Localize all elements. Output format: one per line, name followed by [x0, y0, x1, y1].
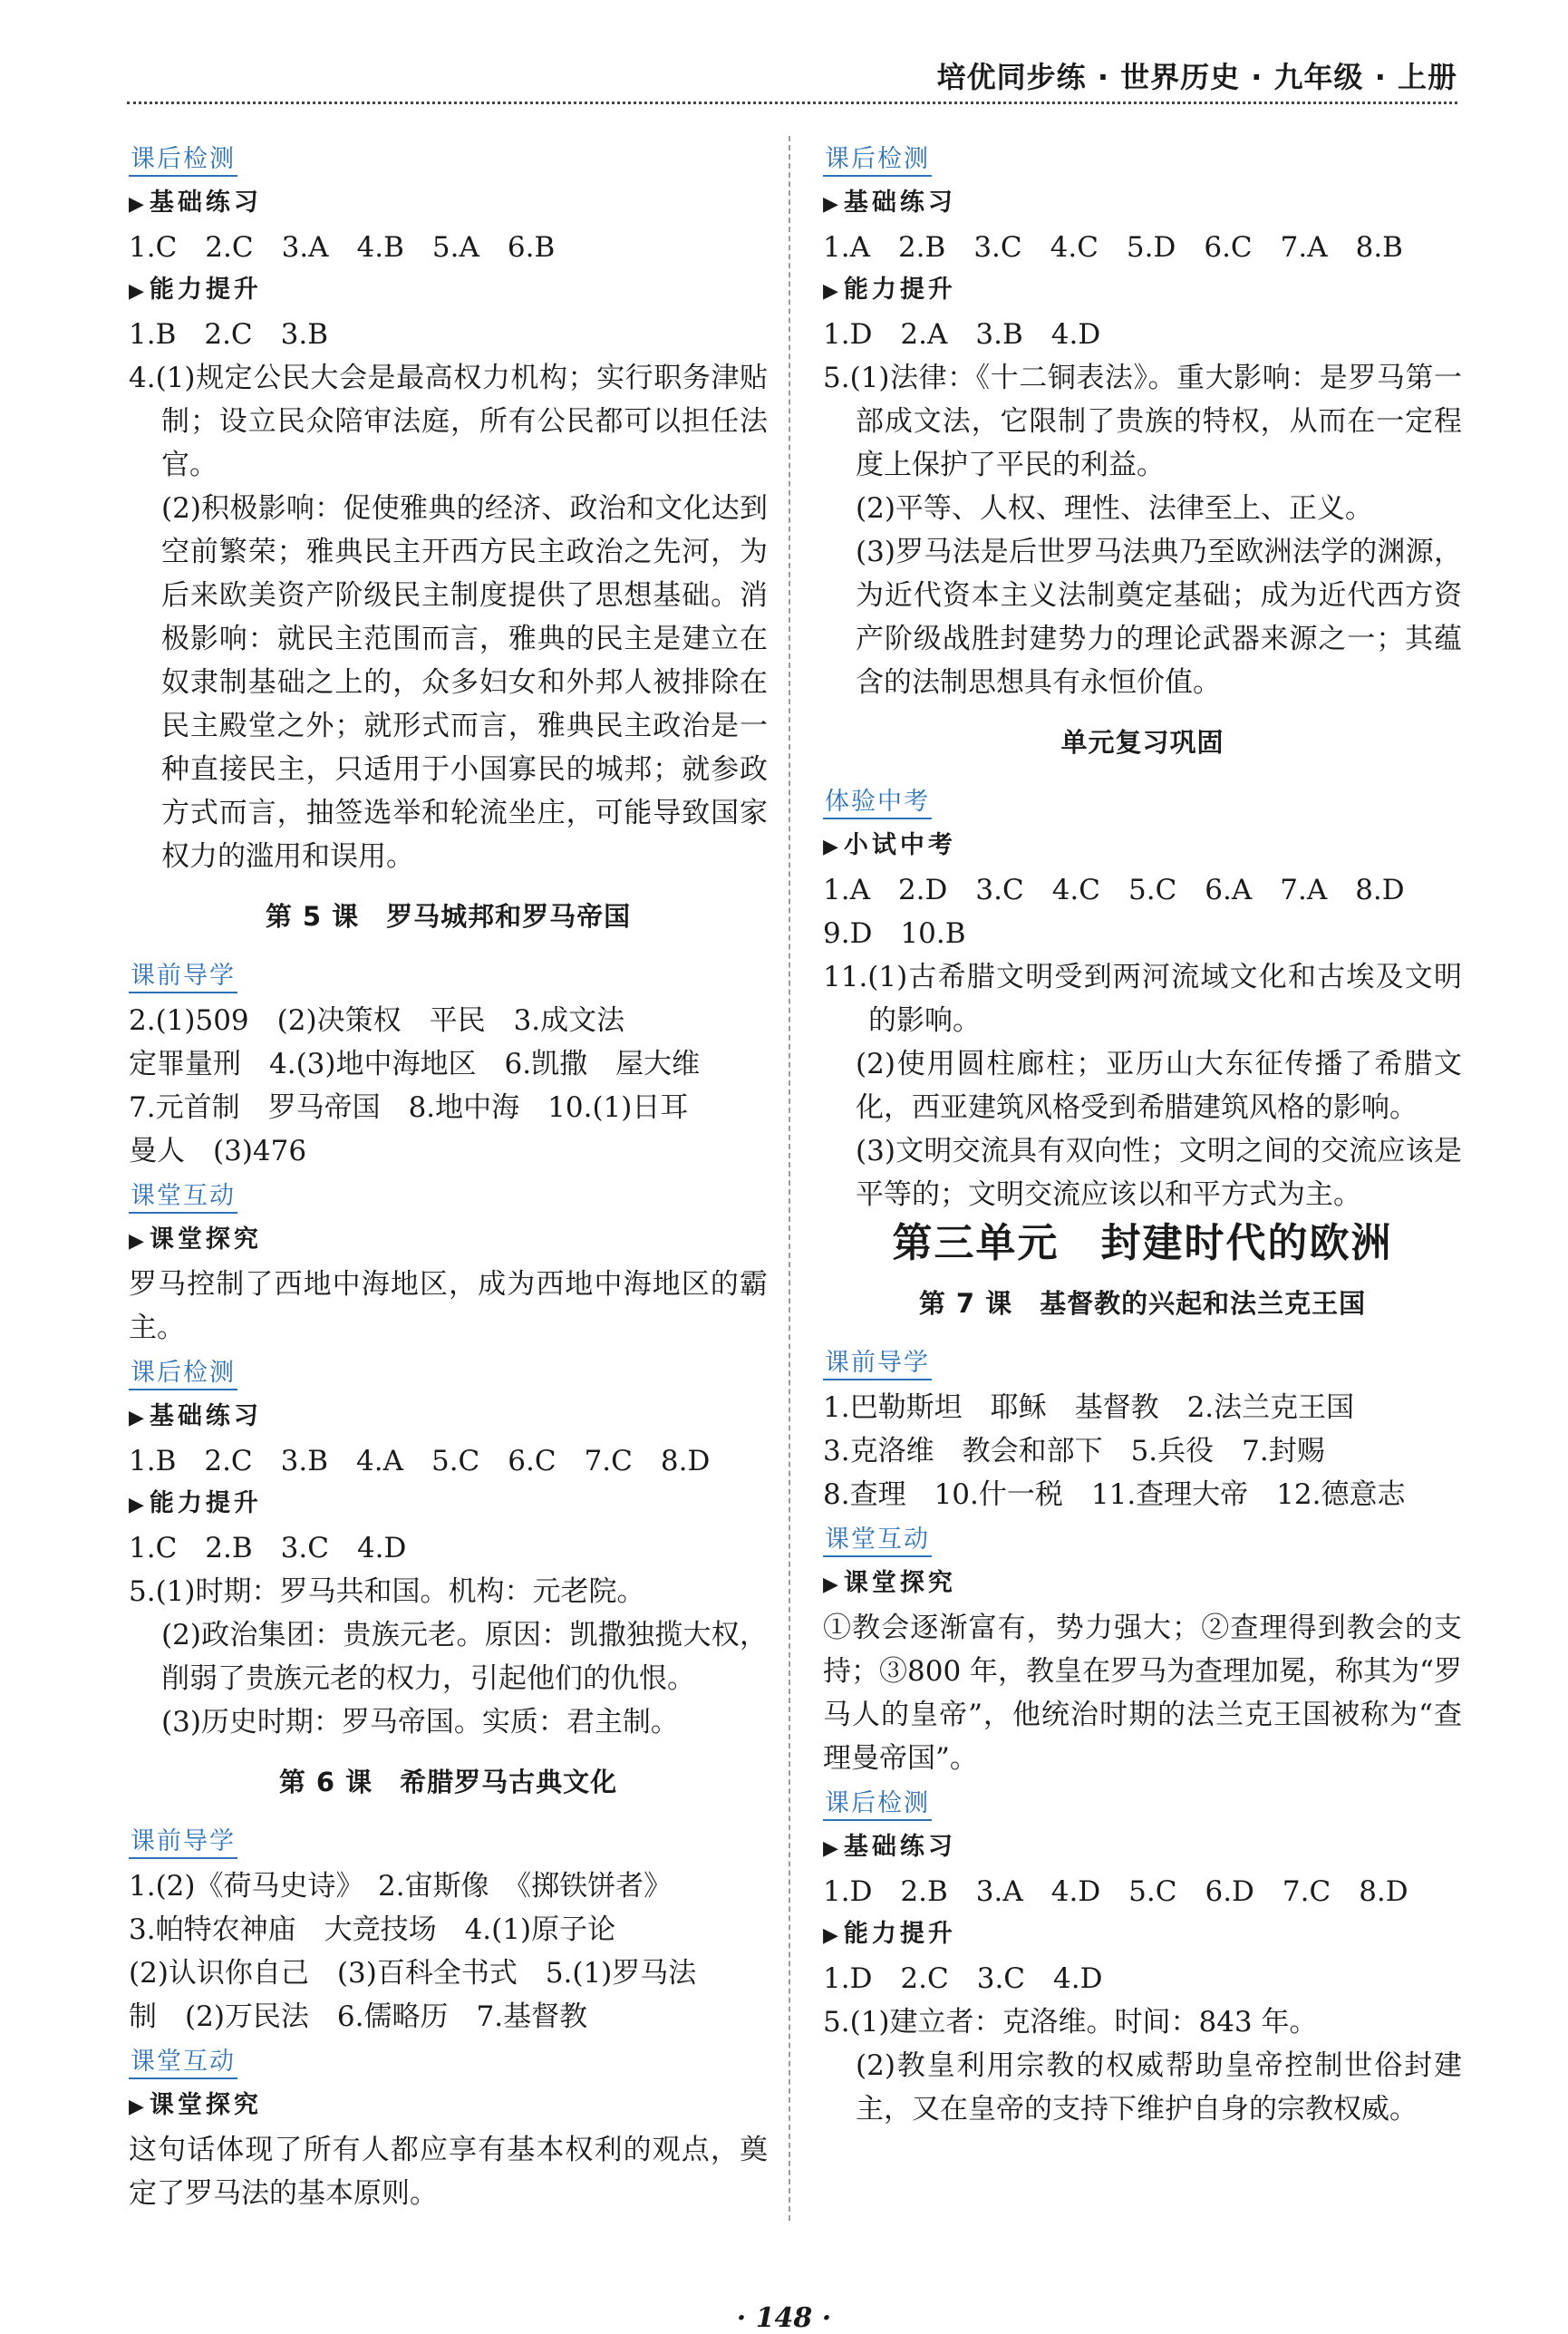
- lesson-title-6: 第 6 课 希腊罗马古典文化: [278, 1767, 618, 1797]
- right-column: [823, 136, 1462, 2131]
- answer-line: 制 (2)万民法 6.儒略历 7.基督教: [129, 2000, 588, 2033]
- subsection-basic-practice: ▶ 基础练习: [129, 1402, 262, 1430]
- triangle-icon: ▶: [129, 280, 144, 303]
- page-number: 148: [755, 2302, 813, 2334]
- triangle-icon: ▶: [129, 193, 144, 216]
- section-tag-after-class: 课后检测: [129, 144, 237, 177]
- subsection-ability: ▶ 能力提升: [823, 1920, 956, 1948]
- answer-line: 1.A 2.D 3.C 4.C 5.C 6.A 7.A 8.D: [823, 874, 1405, 906]
- answer-paragraph: 4.(1)规定公民大会是最高权力机构；实行职务津贴制；设立民众陪审法庭，所有公民都可以担任法官。: [129, 362, 768, 481]
- subsection-explore: ▶ 课堂探究: [129, 1225, 262, 1254]
- subsection-mini-exam: ▶ 小试中考: [823, 831, 956, 859]
- section-tag-pre-class: 课前导学: [129, 1826, 237, 1859]
- triangle-icon: ▶: [823, 1924, 838, 1947]
- subsection-ability: ▶ 能力提升: [129, 276, 262, 304]
- answer-line: 1.B 2.C 3.B: [129, 318, 329, 351]
- unit-title: 第三单元 封建时代的欧洲: [892, 1220, 1393, 1266]
- answer-line: (2)认识你自己 (3)百科全书式 5.(1)罗马法: [129, 1957, 697, 1990]
- triangle-icon: ▶: [823, 280, 838, 303]
- answer-line: 1.D 2.C 3.C 4.D: [823, 1962, 1103, 1995]
- answer-paragraph: 罗马控制了西地中海地区，成为西地中海地区的霸主。: [129, 1268, 768, 1344]
- answer-line: 3.帕特农神庙 大竞技场 4.(1)原子论: [129, 1913, 616, 1946]
- subsection-basic-practice: ▶ 基础练习: [129, 189, 262, 217]
- review-title: 单元复习巩固: [1060, 727, 1224, 758]
- subsection-explore: ▶ 课堂探究: [823, 1569, 956, 1597]
- answer-line: 1.D 2.B 3.A 4.D 5.C 6.D 7.C 8.D: [823, 1875, 1408, 1908]
- subsection-basic-practice: ▶ 基础练习: [823, 189, 956, 217]
- answer-paragraph: 11.(1)古希腊文明受到两河流域文化和古埃及文明的影响。: [823, 961, 1462, 1037]
- triangle-icon: ▶: [823, 193, 838, 216]
- left-column: [129, 136, 768, 2215]
- answer-paragraph: (2)使用圆柱廊柱；亚历山大东征传播了希腊文化，西亚建筑风格受到希腊建筑风格的影响。: [856, 1048, 1462, 1124]
- answer-line: 1.B 2.C 3.B 4.A 5.C 6.C 7.C 8.D: [129, 1445, 711, 1477]
- answer-line: 2.(1)509 (2)决策权 平民 3.成文法: [129, 1004, 625, 1037]
- answer-paragraph: (3)历史时期：罗马帝国。实质：君主制。: [161, 1706, 679, 1738]
- section-tag-after-class: 课后检测: [823, 1788, 932, 1821]
- lesson-title-7: 第 7 课 基督教的兴起和法兰克王国: [918, 1288, 1367, 1319]
- page-footer: [0, 2302, 1568, 2334]
- answer-line: 1.(2)《荷马史诗》 2.宙斯像 《掷铁饼者》: [129, 1870, 673, 1903]
- answer-line: 定罪量刑 4.(3)地中海地区 6.凯撒 屋大维: [129, 1048, 701, 1080]
- answer-line: 8.查理 10.什一税 11.查理大帝 12.德意志: [823, 1478, 1406, 1511]
- triangle-icon: ▶: [823, 1574, 838, 1596]
- answer-line: 1.A 2.B 3.C 4.C 5.D 6.C 7.A 8.B: [823, 231, 1403, 264]
- section-tag-in-class: 课堂互动: [129, 2047, 237, 2079]
- answer-paragraph: ①教会逐渐富有，势力强大；②查理得到教会的支持；③800 年，教皇在罗马为查理加冕，称其为“罗马人的皇帝”，他统治时期的法兰克王国被称为“查理曼帝国”。: [823, 1612, 1462, 1775]
- answer-paragraph: (2)政治集团：贵族元老。原因：凯撒独揽大权，削弱了贵族元老的权力，引起他们的仇恨。: [161, 1619, 768, 1695]
- answer-line: 3.克洛维 教会和部下 5.兵役 7.封赐: [823, 1435, 1325, 1467]
- answer-paragraph: (2)积极影响：促使雅典的经济、政治和文化达到空前繁荣；雅典民主开西方民主政治之先河，为后来欧美资产阶级民主制度提供了思想基础。消极影响：就民主范围而言，雅典的民主是建立在奴隶制基础之上的，众多妇女和外邦人被排除在民主殿堂之外；就形式而言，雅典民主政治是一种直接民主，只适用于小国寡民的城邦；就参政方式而言，抽签选举和轮流坐庄，可能导致国家权力的滥用和误用。: [161, 492, 768, 873]
- triangle-icon: ▶: [823, 1837, 838, 1860]
- page-header: [127, 47, 1457, 104]
- triangle-icon: ▶: [823, 836, 838, 858]
- subsection-basic-practice: ▶ 基础练习: [823, 1833, 956, 1861]
- answer-line: 1.C 2.C 3.A 4.B 5.A 6.B: [129, 231, 556, 264]
- answer-paragraph: (3)罗马法是后世罗马法典乃至欧洲法学的渊源，为近代资本主义法制奠定基础；成为近代西方资产阶级战胜封建势力的理论武器来源之一；其蕴含的法制思想具有永恒价值。: [856, 536, 1462, 699]
- answer-paragraph: 5.(1)时期：罗马共和国。机构：元老院。: [129, 1575, 645, 1608]
- answer-paragraph: 5.(1)法律：《十二铜表法》。重大影响：是罗马第一部成文法，它限制了贵族的特权，从而在一定程度上保护了平民的利益。: [823, 362, 1462, 481]
- column-divider: [789, 136, 790, 2221]
- dot-decoration: ·: [736, 2302, 747, 2334]
- answer-paragraph: (2)教皇利用宗教的权威帮助皇帝控制世俗封建主，又在皇帝的支持下维护自身的宗教权威。: [856, 2049, 1462, 2126]
- lesson-title-5: 第 5 课 罗马城邦和罗马帝国: [265, 901, 632, 932]
- section-tag-pre-class: 课前导学: [823, 1348, 932, 1380]
- triangle-icon: ▶: [129, 2096, 144, 2118]
- answer-paragraph: 这句话体现了所有人都应享有基本权利的观点，奠定了罗马法的基本原则。: [129, 2134, 768, 2210]
- section-tag-after-class: 课后检测: [823, 144, 932, 177]
- answer-paragraph: (3)文明交流具有双向性；文明之间的交流应该是平等的；文明交流应该以和平方式为主。: [856, 1135, 1462, 1211]
- answer-line: 曼人 (3)476: [129, 1135, 307, 1167]
- section-tag-after-class: 课后检测: [129, 1358, 237, 1390]
- section-tag-in-class: 课堂互动: [823, 1525, 932, 1557]
- subsection-explore: ▶ 课堂探究: [129, 2091, 262, 2119]
- triangle-icon: ▶: [129, 1230, 144, 1253]
- answer-line: 9.D 10.B: [823, 917, 966, 950]
- answer-line: 7.元首制 罗马帝国 8.地中海 10.(1)日耳: [129, 1091, 689, 1124]
- section-tag-pre-class: 课前导学: [129, 961, 237, 993]
- subsection-ability: ▶ 能力提升: [823, 276, 956, 304]
- answer-line: 1.巴勒斯坦 耶稣 基督教 2.法兰克王国: [823, 1391, 1355, 1424]
- triangle-icon: ▶: [129, 1494, 144, 1516]
- answer-paragraph: (2)平等、人权、理性、法律至上、正义。: [856, 492, 1373, 525]
- dot-decoration: ·: [821, 2302, 832, 2334]
- answer-line: 1.D 2.A 3.B 4.D: [823, 318, 1101, 351]
- subsection-ability: ▶ 能力提升: [129, 1489, 262, 1517]
- book-title: 培优同步练 · 世界历史 · 九年级 · 上册: [936, 60, 1457, 94]
- section-tag-exam: 体验中考: [823, 787, 932, 819]
- section-tag-in-class: 课堂互动: [129, 1181, 237, 1214]
- triangle-icon: ▶: [129, 1407, 144, 1429]
- answer-line: 1.C 2.B 3.C 4.D: [129, 1532, 407, 1564]
- answer-paragraph: 5.(1)建立者：克洛维。时间：843 年。: [823, 2006, 1318, 2039]
